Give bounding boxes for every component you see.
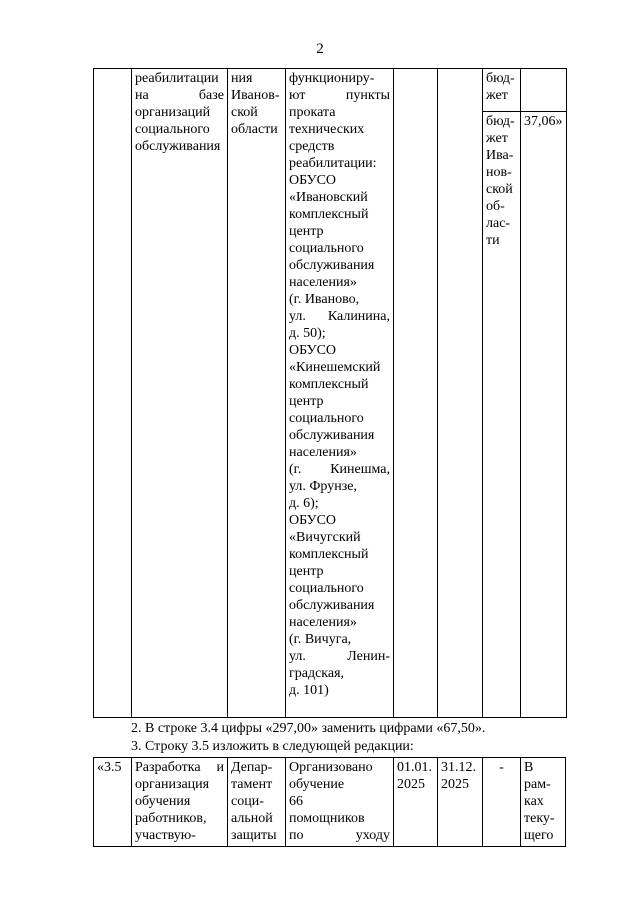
- cell-amount-regional: 37,06»: [521, 112, 567, 718]
- text-line: ул. Фрунзе,: [289, 479, 357, 494]
- cell-amount: [521, 758, 566, 847]
- cell-row-number: «3.5: [94, 758, 132, 847]
- cell-amount-top: [521, 69, 567, 112]
- text-line: обучение: [289, 777, 345, 792]
- text-line: обслуживания: [135, 139, 221, 154]
- text-line: работников,: [135, 811, 207, 826]
- text-line: населения»: [289, 275, 357, 290]
- text-line: 31.12.: [441, 760, 476, 775]
- cell-funding-top: [483, 69, 521, 112]
- text-line: обслуживания: [289, 258, 375, 273]
- text-line: ках: [524, 794, 544, 809]
- text-line: Разработка и: [135, 760, 224, 775]
- text-line: средств: [289, 139, 335, 154]
- text-line: (г. Иваново,: [289, 292, 360, 307]
- text-line: ской: [486, 182, 513, 197]
- instruction-line-3: 3. Строку 3.5 изложить в следующей редакции:: [131, 739, 414, 754]
- text-line: градская,: [289, 666, 345, 681]
- text-line: 2025: [441, 777, 469, 792]
- text-line: лас-: [486, 216, 511, 231]
- text-line: «Вичугский: [289, 530, 361, 545]
- text-line: обучения: [135, 794, 191, 809]
- text-line: ния: [231, 71, 253, 86]
- text-line: 66: [289, 794, 303, 809]
- text-line: д. 50);: [289, 326, 326, 341]
- cell-start-date: [394, 758, 438, 847]
- text-line: (г. Кинешма,: [289, 462, 390, 477]
- text-line: по уходу: [289, 828, 390, 843]
- text-line: ОБУСО: [289, 173, 337, 188]
- cell-activity: [132, 69, 228, 718]
- text-line: ют пункты: [289, 88, 390, 103]
- cell-result: [286, 758, 394, 847]
- text-line: Депар-: [231, 760, 273, 775]
- text-line: соци-: [231, 794, 264, 809]
- cell-executor: [228, 69, 286, 718]
- text-line: В: [524, 760, 534, 775]
- text-line: 2025: [397, 777, 425, 792]
- text-line: комплексный: [289, 207, 369, 222]
- text-line: участвую-: [135, 828, 196, 843]
- cell-end-date: [438, 69, 483, 718]
- cell-result: [286, 69, 394, 718]
- text-line: «Кинешемский: [289, 360, 381, 375]
- cell-funding: -: [483, 758, 521, 847]
- continued-table: [93, 68, 567, 718]
- text-line: жет: [486, 131, 508, 146]
- text-line: «Ивановский: [289, 190, 368, 205]
- text-line: Организовано: [289, 760, 373, 775]
- text-line: д. 101): [289, 683, 329, 698]
- text-line: бюд-: [486, 114, 515, 129]
- text-line: обслуживания: [289, 428, 375, 443]
- text-line: комплексный: [289, 377, 369, 392]
- text-line: ОБУСО: [289, 343, 337, 358]
- text-line: реабилитации:: [289, 156, 377, 171]
- cell-end-date: [438, 758, 483, 847]
- text-line: центр: [289, 564, 324, 579]
- cell-number: [94, 69, 132, 718]
- text-line: центр: [289, 394, 324, 409]
- text-line: социального: [135, 122, 210, 137]
- text-line: проката: [289, 105, 336, 120]
- cell-activity: [132, 758, 228, 847]
- text-line: бюд-: [486, 71, 515, 86]
- text-line: обслуживания: [289, 598, 375, 613]
- text-line: организация: [135, 777, 210, 792]
- cell-funding-regional: [483, 112, 521, 718]
- text-line: тамент: [231, 777, 273, 792]
- text-line: ти: [486, 233, 500, 248]
- text-line: д. 6);: [289, 496, 319, 511]
- text-line: организаций: [135, 105, 211, 120]
- text-line: комплексный: [289, 547, 369, 562]
- text-line: ОБУСО: [289, 513, 337, 528]
- text-line: ул. Калинина,: [289, 309, 390, 324]
- text-line: жет: [486, 88, 508, 103]
- text-line: защиты: [231, 828, 277, 843]
- text-line: социального: [289, 411, 364, 426]
- text-line: технических: [289, 122, 365, 137]
- text-line: на базе: [135, 88, 224, 103]
- cell-start-date: [394, 69, 438, 718]
- text-line: об-: [486, 199, 505, 214]
- text-line: (г. Вичуга,: [289, 632, 352, 647]
- text-line: реабилитации: [135, 71, 219, 86]
- text-line: альной: [231, 811, 273, 826]
- text-line: 01.01.: [397, 760, 432, 775]
- instruction-line-2: 2. В строке 3.4 цифры «297,00» заменить цифрами «67,50».: [131, 721, 486, 736]
- text-line: нов-: [486, 165, 512, 180]
- text-line: функциониру-: [289, 71, 375, 86]
- text-line: щего: [524, 828, 554, 843]
- text-line: населения»: [289, 445, 357, 460]
- new-row-3-5-table: [93, 757, 566, 847]
- text-line: области: [231, 122, 278, 137]
- text-line: центр: [289, 224, 324, 239]
- text-line: Ива-: [486, 148, 514, 163]
- text-line: социального: [289, 241, 364, 256]
- text-line: теку-: [524, 811, 555, 826]
- text-line: ул. Ленин-: [289, 649, 390, 664]
- text-line: ской: [231, 105, 258, 120]
- text-line: Иванов-: [231, 88, 280, 103]
- page-number: 2: [316, 41, 324, 57]
- cell-executor: [228, 758, 286, 847]
- text-line: рам-: [524, 777, 551, 792]
- text-line: социального: [289, 581, 364, 596]
- text-line: помощников: [289, 811, 365, 826]
- text-line: населения»: [289, 615, 357, 630]
